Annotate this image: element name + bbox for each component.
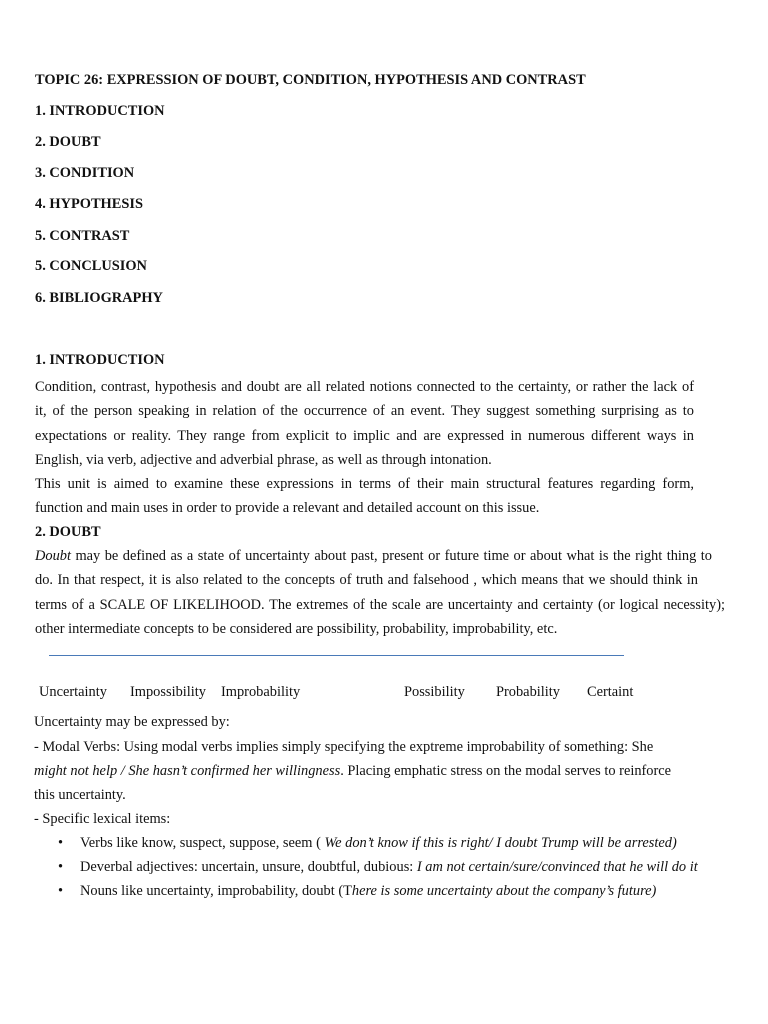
bullet-example: here is some uncertainty about the company’s future) <box>351 883 657 899</box>
toc-item: 3. CONDITION <box>35 165 135 181</box>
modal-verbs-rest: . Placing emphatic stress on the modal serves to reinforce <box>340 763 672 779</box>
section-heading-introduction: 1. INTRODUCTION <box>35 352 165 368</box>
doubt-line-rest: may be defined as a state of uncertainty about past, present or future time or about what is the right thing to <box>70 548 712 564</box>
toc-item: 6. BIBLIOGRAPHY <box>35 290 163 306</box>
scale-label: Possibility <box>404 684 465 700</box>
toc-item: 4. HYPOTHESIS <box>35 196 143 212</box>
bullet-item <box>58 834 677 852</box>
toc-item: 5. CONTRAST <box>35 228 130 244</box>
bullet-item <box>58 858 698 876</box>
modal-example: might not help / She hasn’t confirmed her willingness <box>34 763 341 779</box>
scale-divider-line <box>49 655 624 656</box>
section-heading-doubt: 2. DOUBT <box>35 524 101 540</box>
bullet-example: We don’t know if this is right/ I doubt Trump will be arrested) <box>324 835 677 851</box>
scale-label: Impossibility <box>130 684 206 700</box>
bullet-item <box>58 882 656 900</box>
toc-item: 2. DOUBT <box>35 134 101 150</box>
scale-label: Certaint <box>587 684 634 700</box>
intro-paragraph-line: Condition, contrast, hypothesis and doubt are all related notions connected to the certainty, or rather the lack of <box>35 379 694 395</box>
scale-label: Improbability <box>221 684 301 700</box>
bullet-dot: • <box>58 835 64 851</box>
toc-item: 1. INTRODUCTION <box>35 103 165 119</box>
intro-paragraph-line: it, of the person speaking in relation of the occurrence of an event. They suggest something surprising as to <box>35 403 694 419</box>
intro-paragraph-line: expectations or reality. They range from explicit to implic and are expressed in numerous different ways in <box>35 428 694 444</box>
doubt-paragraph-line: other intermediate concepts to be considered are possibility, probability, improbability, etc. <box>35 621 558 637</box>
intro-paragraph-line: This unit is aimed to examine these expressions in terms of their main structural features regarding form, <box>35 476 694 492</box>
bullet-dot: • <box>58 883 64 899</box>
modal-verbs-line <box>34 762 671 780</box>
bullet-text: Verbs like know, suspect, suppose, seem ( <box>80 835 325 851</box>
doubt-paragraph-line: do. In that respect, it is also related to the concepts of truth and falsehood , which means that we should think in <box>35 572 698 588</box>
toc-item: 5. CONCLUSION <box>35 258 147 274</box>
scale-label: Uncertainty <box>39 684 107 700</box>
intro-paragraph-line: English, via verb, adjective and adverbial phrase, as well as through intonation. <box>35 452 492 468</box>
uncertainty-intro: Uncertainty may be expressed by: <box>34 714 230 730</box>
bullet-example: I am not certain/sure/convinced that he will do it <box>416 859 698 875</box>
lexical-items-line: - Specific lexical items: <box>34 811 171 827</box>
modal-verbs-line: this uncertainty. <box>34 787 126 803</box>
bullet-text: Nouns like uncertainty, improbability, doubt (T <box>80 883 352 899</box>
bullet-text: Deverbal adjectives: uncertain, unsure, doubtful, dubious: <box>80 859 417 875</box>
doubt-paragraph-line <box>35 547 712 565</box>
scale-label: Probability <box>496 684 560 700</box>
doubt-paragraph-line: terms of a SCALE OF LIKELIHOOD. The extremes of the scale are uncertainty and certainty (or logical necessity); <box>35 597 725 613</box>
document-title: TOPIC 26: EXPRESSION OF DOUBT, CONDITION, HYPOTHESIS AND CONTRAST <box>35 72 586 88</box>
modal-verbs-line: - Modal Verbs: Using modal verbs implies simply specifying the exptreme improbability of something: She <box>34 739 654 755</box>
intro-paragraph-line: function and main uses in order to provide a relevant and detailed account on this issue. <box>35 500 540 516</box>
bullet-dot: • <box>58 859 64 875</box>
doubt-lead-word: Doubt <box>35 548 71 564</box>
